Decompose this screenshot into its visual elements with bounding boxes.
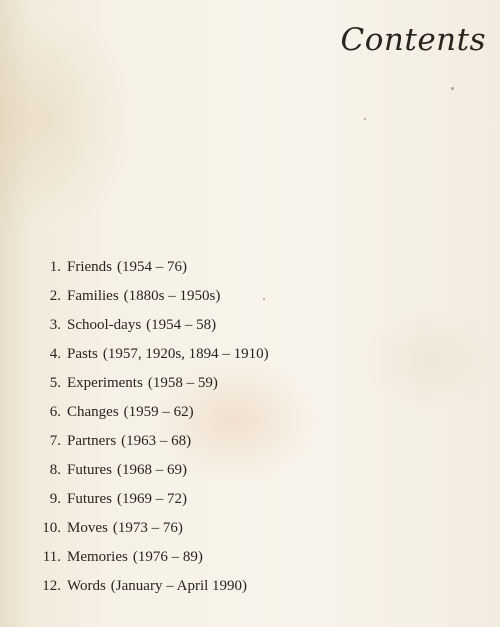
chapter-title: School-days <box>67 317 142 333</box>
chapter-years: (1880s – 1950s) <box>123 288 221 304</box>
chapter-title: Changes <box>67 404 119 420</box>
paper-speck <box>364 118 366 120</box>
chapter-title: Moves <box>67 520 108 536</box>
page-title: Contents <box>340 22 486 58</box>
chapter-number: 8. <box>49 462 61 478</box>
chapter-years: (1957, 1920s, 1894 – 1910) <box>102 346 269 362</box>
chapter-number: 2. <box>49 288 61 304</box>
chapter-number: 3. <box>49 317 61 333</box>
chapter-title: Friends <box>67 259 112 275</box>
toc-entry <box>27 311 269 340</box>
chapter-title: Experiments <box>67 375 143 391</box>
chapter-number: 10. <box>42 520 61 536</box>
chapter-number: 12. <box>42 578 61 594</box>
chapter-number: 6. <box>49 404 61 420</box>
chapter-years: (1973 – 76) <box>112 520 183 536</box>
chapter-title: Futures <box>67 491 112 507</box>
chapter-number: 5. <box>49 375 61 391</box>
toc-entry <box>27 369 269 398</box>
chapter-years: (1959 – 62) <box>123 404 194 420</box>
toc-entry <box>27 398 269 427</box>
toc-entry <box>27 572 269 601</box>
toc-entry <box>27 485 269 514</box>
chapter-title: Partners <box>67 433 117 449</box>
chapter-number: 4. <box>49 346 61 362</box>
chapter-number: 9. <box>49 491 61 507</box>
toc-entry <box>27 514 269 543</box>
chapter-years: (1954 – 76) <box>117 259 187 275</box>
chapter-title: Memories <box>67 549 128 565</box>
chapter-number: 1. <box>49 259 61 275</box>
chapter-number: 7. <box>49 433 61 449</box>
chapter-years: (January – April 1990) <box>110 578 248 594</box>
chapter-title: Families <box>67 288 119 304</box>
toc-entry <box>27 543 269 572</box>
chapter-years: (1976 – 89) <box>132 549 203 565</box>
toc-entry <box>27 427 269 456</box>
paper-speck <box>451 87 454 90</box>
chapter-title: Pasts <box>67 346 98 362</box>
chapter-title: Futures <box>67 462 112 478</box>
toc-entry <box>27 340 269 369</box>
chapter-title: Words <box>67 578 106 594</box>
chapter-years: (1968 – 69) <box>117 462 187 478</box>
chapter-years: (1954 – 58) <box>146 317 217 333</box>
chapter-years: (1958 – 59) <box>147 375 218 391</box>
table-of-contents <box>27 253 269 601</box>
chapter-years: (1969 – 72) <box>117 491 187 507</box>
toc-entry <box>27 253 269 282</box>
chapter-years: (1963 – 68) <box>121 433 192 449</box>
chapter-number: 11. <box>42 549 61 565</box>
toc-entry <box>27 456 269 485</box>
toc-entry <box>27 282 269 311</box>
